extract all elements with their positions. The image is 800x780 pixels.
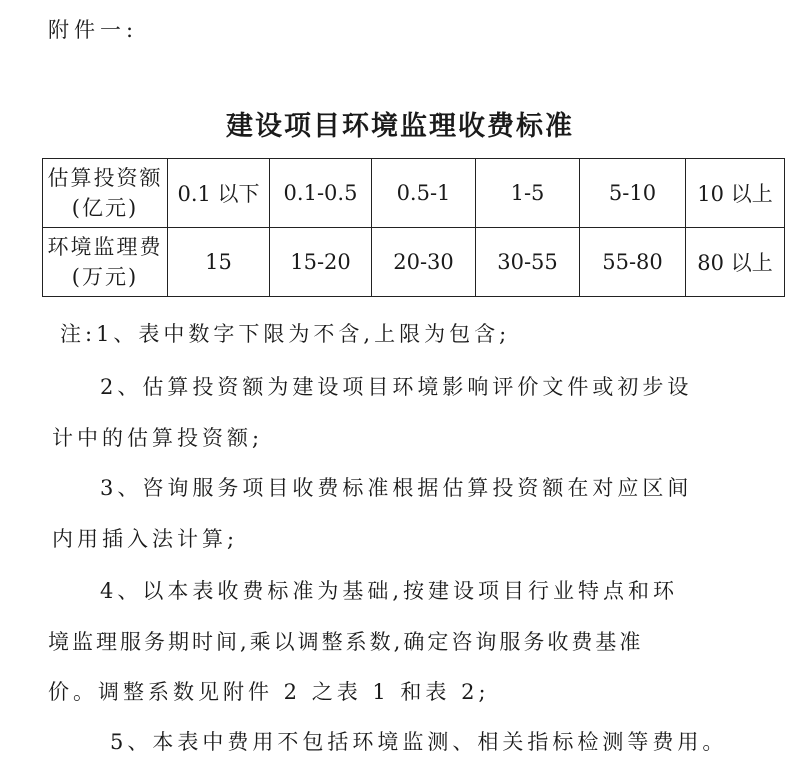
table-cell: 10 以上 — [686, 159, 785, 228]
table-row-fee — [43, 228, 785, 297]
row-header-investment — [43, 159, 168, 228]
table-cell: 15 — [168, 228, 270, 297]
note-4-line-1: 4、以本表收费标准为基础,按建设项目行业特点和环 — [100, 579, 679, 603]
note-2-line-2: 计中的估算投资额; — [52, 426, 264, 450]
row-header-unit: (万元) — [71, 265, 139, 289]
table-cell: 0.1-0.5 — [270, 159, 372, 228]
table-cell: 1-5 — [476, 159, 580, 228]
table-cell: 80 以上 — [686, 228, 785, 297]
table-row-investment — [43, 159, 785, 228]
table-cell: 5-10 — [580, 159, 686, 228]
row-header-line: 估算投资额 — [47, 166, 163, 190]
note-2-line-1: 2、估算投资额为建设项目环境影响评价文件或初步设 — [100, 375, 693, 399]
row-header-unit: (亿元) — [71, 196, 139, 220]
row-header-fee — [43, 228, 168, 297]
page-title: 建设项目环境监理收费标准 — [226, 111, 574, 142]
table-cell: 55-80 — [580, 228, 686, 297]
table-cell: 0.5-1 — [372, 159, 476, 228]
table-cell: 20-30 — [372, 228, 476, 297]
table-cell: 15-20 — [270, 228, 372, 297]
note-4-line-2: 境监理服务期时间,乘以调整系数,确定咨询服务收费基准 — [48, 630, 644, 654]
note-5: 5、本表中费用不包括环境监测、相关指标检测等费用。 — [110, 730, 728, 754]
note-3-line-2: 内用插入法计算; — [52, 527, 239, 551]
table-cell: 30-55 — [476, 228, 580, 297]
note-4-line-3: 价。调整系数见附件 2 之表 1 和表 2; — [48, 680, 490, 704]
note-3-line-1: 3、咨询服务项目收费标准根据估算投资额在对应区间 — [100, 476, 693, 500]
table-cell: 0.1 以下 — [168, 159, 270, 228]
fee-standard-table — [42, 158, 785, 297]
row-header-line: 环境监理费 — [47, 235, 163, 259]
note-1: 注:1、表中数字下限为不含,上限为包含; — [60, 322, 511, 346]
attachment-label: 附件一: — [48, 18, 139, 42]
